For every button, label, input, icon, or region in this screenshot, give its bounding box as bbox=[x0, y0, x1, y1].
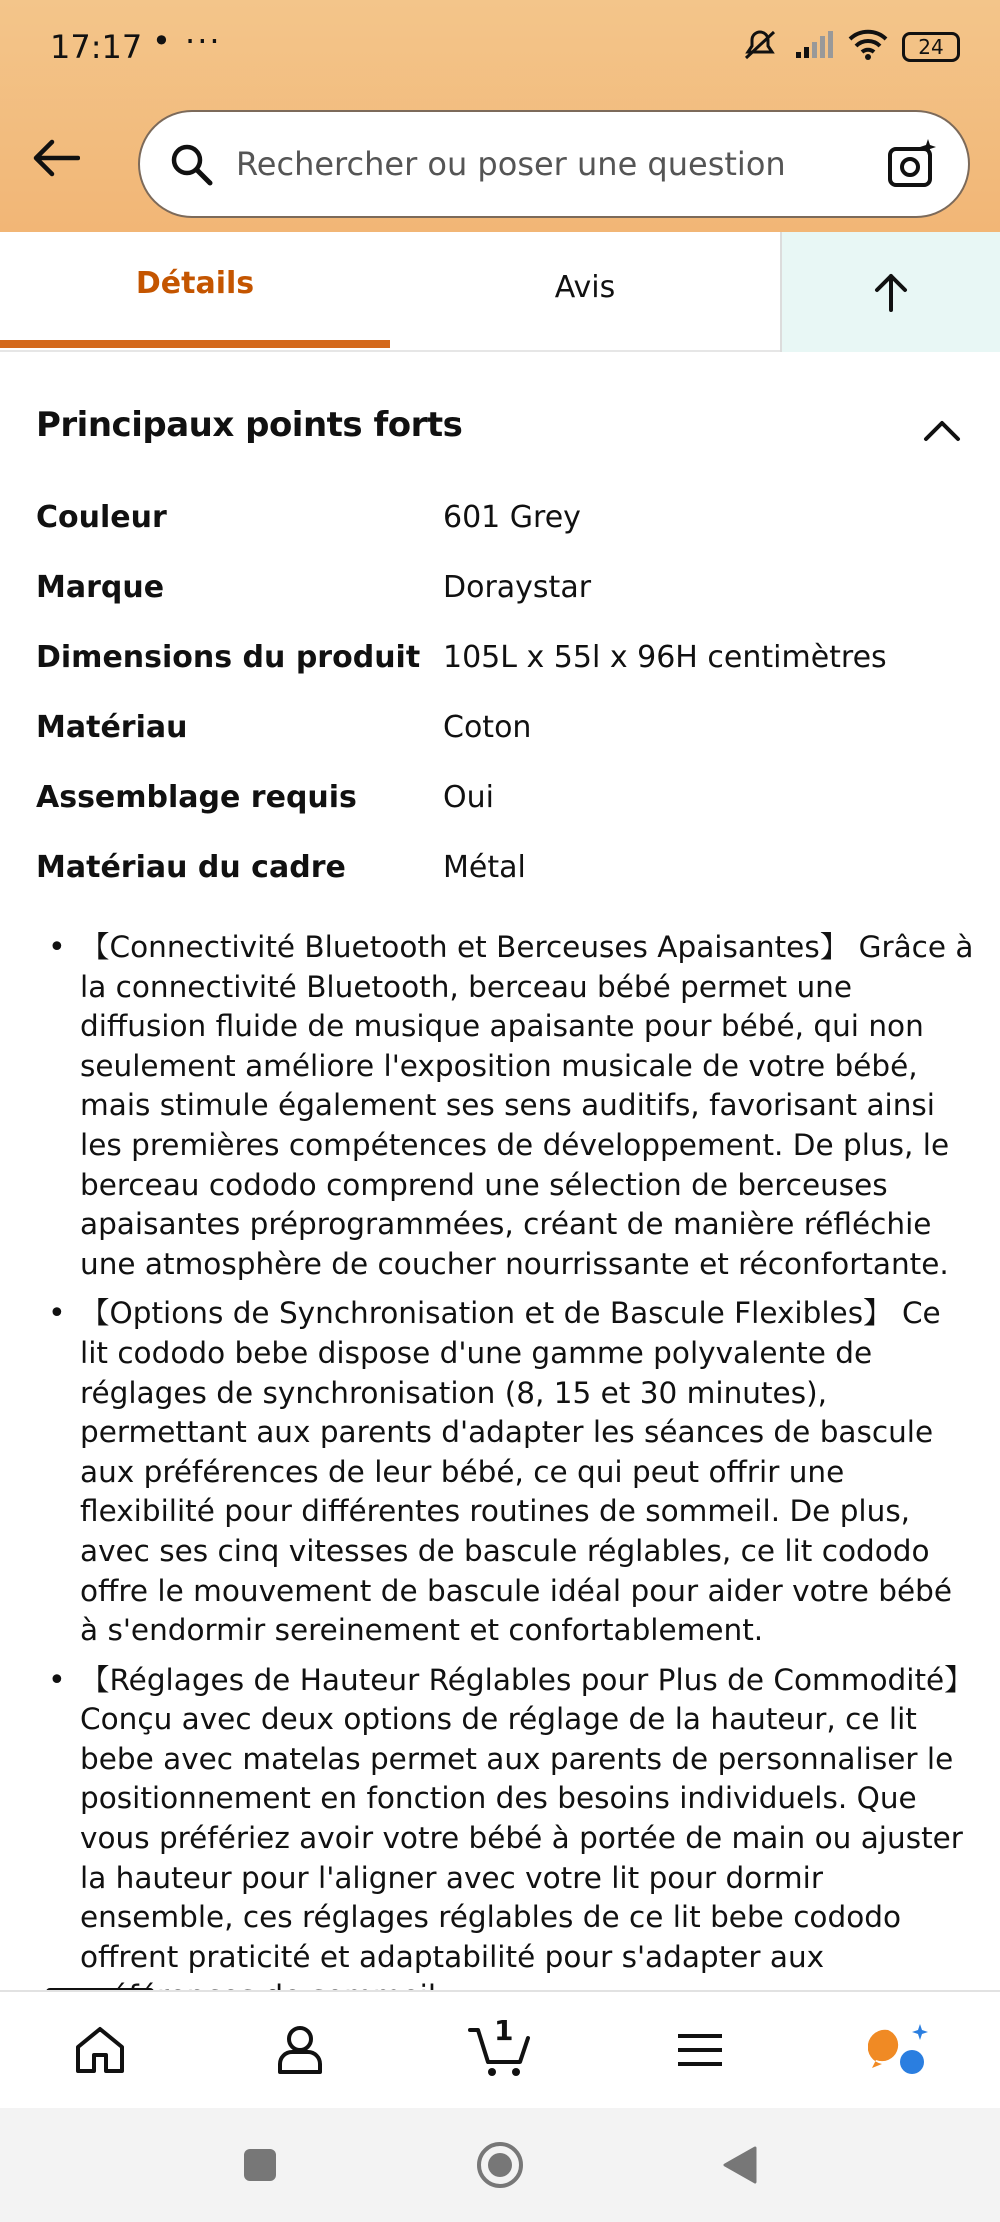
circle-home-icon bbox=[475, 2140, 525, 2190]
rufus-ai-icon bbox=[868, 2022, 932, 2078]
spec-key: Dimensions du produit bbox=[36, 640, 421, 675]
search-input[interactable]: Rechercher ou poser une question bbox=[236, 145, 786, 183]
search-icon bbox=[168, 141, 214, 187]
spec-value: 601 Grey bbox=[443, 500, 581, 535]
active-tab-indicator bbox=[0, 340, 390, 348]
triangle-back-icon bbox=[721, 2144, 759, 2186]
status-time: 17:17 bbox=[50, 28, 143, 66]
back-nav-button[interactable] bbox=[710, 2135, 770, 2195]
scroll-to-top-button[interactable] bbox=[780, 232, 1000, 352]
camera-search-icon[interactable] bbox=[886, 137, 940, 191]
spec-key: Assemblage requis bbox=[36, 780, 357, 815]
cart-count-badge: 1 bbox=[494, 2014, 514, 2047]
specs-table bbox=[36, 500, 966, 920]
tab-details[interactable] bbox=[0, 232, 390, 352]
nav-home[interactable] bbox=[50, 2000, 150, 2100]
nav-account[interactable] bbox=[250, 2000, 350, 2100]
nav-cart[interactable] bbox=[450, 2000, 550, 2100]
spec-value: Doraystar bbox=[443, 570, 592, 605]
detail-tabs bbox=[0, 232, 1000, 352]
spec-key: Matériau du cadre bbox=[36, 850, 346, 885]
spec-key: Matériau bbox=[36, 710, 188, 745]
menu-icon bbox=[676, 2030, 724, 2070]
arrow-up-icon bbox=[873, 272, 909, 312]
spec-value: Métal bbox=[443, 850, 526, 885]
square-icon bbox=[241, 2146, 279, 2184]
back-button[interactable] bbox=[28, 130, 84, 186]
account-icon bbox=[276, 2024, 324, 2076]
feature-bullets bbox=[36, 928, 976, 2027]
wifi-icon bbox=[848, 29, 888, 65]
search-bar[interactable] bbox=[138, 110, 970, 218]
battery-indicator: 24 bbox=[902, 32, 960, 62]
collapse-button[interactable] bbox=[920, 408, 964, 452]
signal-icon bbox=[794, 30, 834, 64]
spec-row bbox=[36, 710, 966, 780]
spec-key: Couleur bbox=[36, 500, 167, 535]
system-nav-bar bbox=[0, 2108, 1000, 2222]
mute-icon bbox=[740, 28, 780, 66]
nav-rufus[interactable] bbox=[850, 2000, 950, 2100]
list-item: • 【Options de Synchronisation et de Bascule Flexibles】 Ce lit cododo bebe dispose d'une gamme polyvalente de réglages de synchronisation (8, 15 et 30 minutes), permettant aux parents d'adapter les séances de bascule aux préférences de leur bébé, ce qui peut offrir une flexibilité pour différentes routines de sommeil. De plus, avec ses cinq vitesses de bascule réglables, ce lit cododo offre le mouvement de bascule idéal pour aider votre bébé à s'endormir sereinement et confortablement. bbox=[36, 1294, 976, 1650]
home-icon bbox=[74, 2025, 126, 2075]
tab-details-label: Détails bbox=[135, 265, 255, 301]
spec-row bbox=[36, 850, 966, 920]
spec-value: Oui bbox=[443, 780, 494, 815]
nav-menu[interactable] bbox=[650, 2000, 750, 2100]
spec-key: Marque bbox=[36, 570, 165, 605]
spec-row bbox=[36, 780, 966, 850]
arrow-left-icon bbox=[32, 138, 80, 178]
status-icons bbox=[740, 28, 960, 66]
spec-row bbox=[36, 570, 966, 640]
tab-avis[interactable] bbox=[390, 232, 780, 352]
list-item: • 【Réglages de Hauteur Réglables pour Plus de Commodité】 Conçu avec deux options de réglage de la hauteur, ce lit bebe avec matelas permet aux parents de personnaliser le positionnement en fonction des besoins individuels. Que vous préfériez avoir votre bébé à portée de main ou ajuster la hauteur pour l'aligner avec votre lit pour dormir ensemble, ces réglages réglables de ce lit bebe cododo offrent praticité et adaptabilité pour s'adapter aux bbox=[36, 1661, 976, 2017]
section-title: Principaux points forts bbox=[36, 405, 463, 445]
chevron-up-icon bbox=[923, 418, 961, 442]
recent-apps-button[interactable] bbox=[230, 2135, 290, 2195]
spec-value: Coton bbox=[443, 710, 532, 745]
status-notifications: • ··· bbox=[152, 22, 222, 60]
bottom-nav bbox=[0, 1990, 1000, 2108]
spec-value: 105L x 55l x 96H centimètres bbox=[443, 640, 887, 675]
spec-row bbox=[36, 640, 966, 710]
spec-row bbox=[36, 500, 966, 570]
tab-avis-label: Avis bbox=[554, 269, 616, 305]
app-header bbox=[0, 0, 1000, 232]
list-item: • 【Connectivité Bluetooth et Berceuses Apaisantes】 Grâce à la connectivité Bluetooth, berceau bébé permet une diffusion fluide de musique apaisante pour bébé, qui non seulement améliore l'exposition musicale de votre bébé, mais stimule également ses sens auditifs, favorisant ainsi les premières compétences de développement. De plus, le berceau cododo comprend une sélection de berceuses apaisantes préprogrammées, créant de manière réfléchie une atmosphère de coucher nourrissante et réconfortante. bbox=[36, 928, 976, 1284]
home-button[interactable] bbox=[470, 2135, 530, 2195]
